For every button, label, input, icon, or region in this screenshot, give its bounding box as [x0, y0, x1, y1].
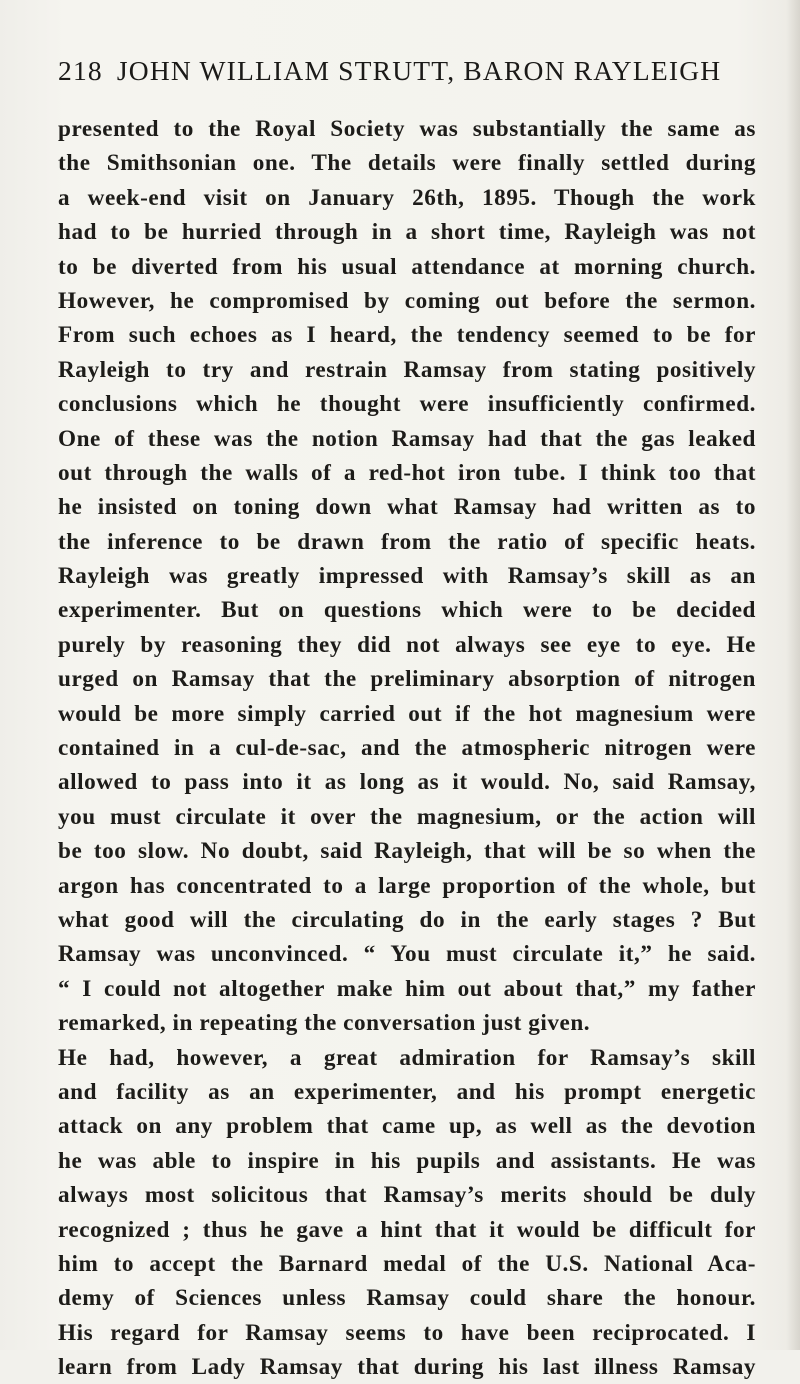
- text-line: urged on Ramsay that the preliminary absorption of nitrogen: [58, 666, 756, 693]
- text-line: purely by reasoning they did not always see eye to eye. He: [58, 631, 756, 658]
- text-line: him to accept the Barnard medal of the U.S. National Aca-: [58, 1250, 756, 1277]
- text-line: what good will the circulating do in the early stages ? But: [58, 906, 756, 933]
- text-line: One of these was the notion Ramsay had that the gas leaked: [58, 425, 756, 452]
- text-line: learn from Lady Ramsay that during his last illness Ramsay: [58, 1354, 756, 1381]
- text-line: He had, however, a great admiration for Ramsay’s skill: [58, 1044, 756, 1071]
- text-line: always most solicitous that Ramsay’s merits should be duly: [58, 1182, 756, 1209]
- text-line: attack on any problem that came up, as well as the devotion: [58, 1113, 756, 1140]
- running-header: [58, 55, 748, 87]
- text-line: would be more simply carried out if the hot magnesium were: [58, 700, 756, 727]
- text-line: “ I could not altogether make him out about that,” my father: [58, 975, 756, 1002]
- text-line: Rayleigh to try and restrain Ramsay from stating positively: [58, 356, 756, 383]
- text-line: argon has concentrated to a large proportion of the whole, but: [58, 872, 756, 899]
- text-line: recognized ; thus he gave a hint that it would be difficult for: [58, 1216, 756, 1243]
- text-line: presented to the Royal Society was substantially the same as: [58, 116, 756, 142]
- body-text: [58, 112, 756, 1384]
- page-number: 218: [58, 55, 103, 86]
- text-line: had to be hurried through in a short time, Rayleigh was not: [58, 219, 756, 246]
- text-line: However, he compromised by coming out before the sermon.: [58, 287, 756, 314]
- page-edge-shadow: [786, 0, 800, 1350]
- text-line: From such echoes as I heard, the tendency seemed to be for: [58, 322, 756, 349]
- text-line: Ramsay was unconvinced. “ You must circulate it,” he said.: [58, 941, 756, 968]
- text-line: contained in a cul-de-sac, and the atmospheric nitrogen were: [58, 735, 756, 762]
- text-line: and facility as an experimenter, and his prompt energetic: [58, 1078, 756, 1105]
- text-line: out through the walls of a red-hot iron tube. I think too that: [58, 459, 756, 486]
- text-line: to be diverted from his usual attendance at morning church.: [58, 253, 756, 280]
- text-line: the Smithsonian one. The details were finally settled during: [58, 150, 756, 177]
- text-line: he insisted on toning down what Ramsay had written as to: [58, 494, 756, 521]
- text-line: conclusions which he thought were insufficiently confirmed.: [58, 391, 756, 418]
- text-line: experimenter. But on questions which were to be decided: [58, 597, 756, 624]
- text-line: he was able to inspire in his pupils and assistants. He was: [58, 1147, 756, 1174]
- text-line: Rayleigh was greatly impressed with Ramsay’s skill as an: [58, 563, 756, 590]
- text-line: His regard for Ramsay seems to have been reciprocated. I: [58, 1319, 756, 1346]
- text-line: demy of Sciences unless Ramsay could share the honour.: [58, 1285, 756, 1312]
- text-line: be too slow. No doubt, said Rayleigh, that will be so when the: [58, 838, 756, 865]
- text-line: the inference to be drawn from the ratio of specific heats.: [58, 528, 756, 555]
- text-line: allowed to pass into it as long as it would. No, said Ramsay,: [58, 769, 756, 796]
- running-title: JOHN WILLIAM STRUTT, BARON RAYLEIGH: [116, 55, 722, 86]
- text-line: remarked, in repeating the conversation just given.: [58, 1010, 591, 1037]
- text-line: a week-end visit on January 26th, 1895. Though the work: [58, 184, 756, 211]
- text-line: you must circulate it over the magnesium, or the action will: [58, 803, 756, 830]
